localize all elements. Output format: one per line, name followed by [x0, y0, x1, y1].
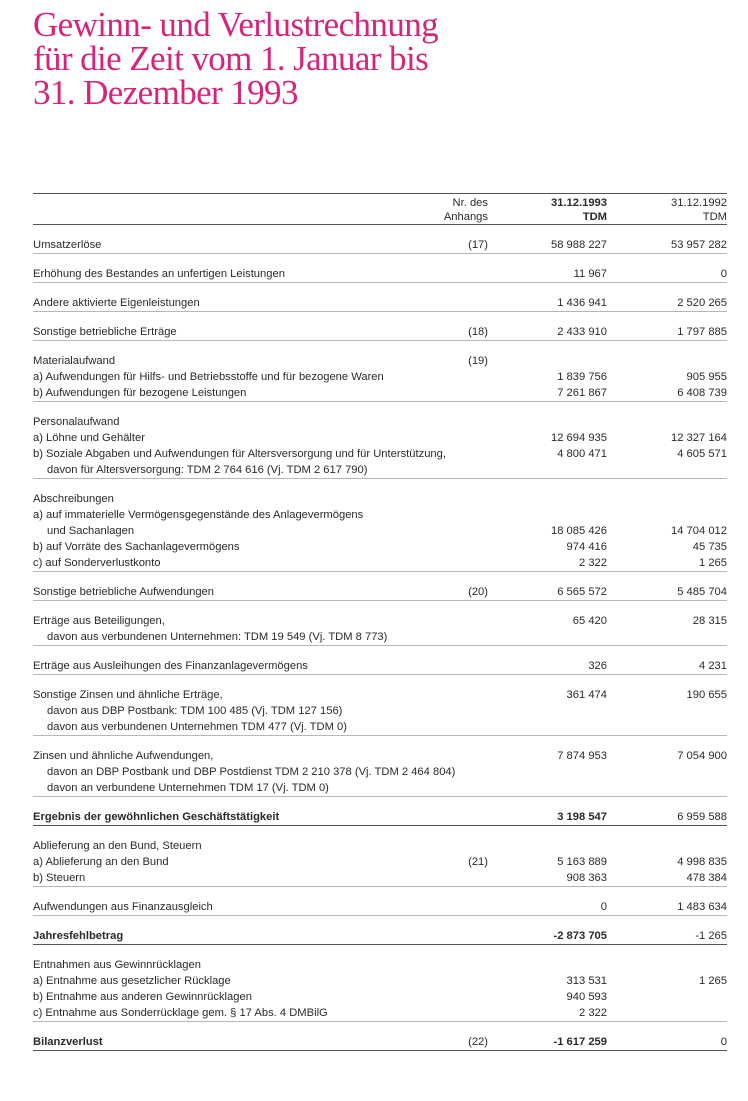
value-1992: 2 520 265	[677, 297, 727, 309]
text: 31.12.1992	[671, 197, 727, 209]
value-1993: 2 322	[579, 557, 607, 569]
value-1992: 4 605 571	[677, 448, 727, 460]
table-row	[33, 266, 727, 283]
title-line-2: für die Zeit vom 1. Januar bis	[33, 39, 429, 78]
table-row	[33, 507, 727, 523]
value-1993: 1 839 756	[557, 371, 607, 383]
row-note-ref: (18)	[468, 326, 488, 338]
table-row	[33, 780, 727, 797]
table-row	[33, 353, 727, 369]
value-1993: 11 967	[573, 268, 607, 280]
table-row-total	[33, 1034, 727, 1051]
table-row	[33, 899, 727, 916]
text: TDM	[702, 211, 727, 223]
value-1992: 45 735	[692, 541, 727, 553]
value-1992: 6 408 739	[677, 387, 727, 399]
row-label: Entnahmen aus Gewinnrücklagen	[33, 959, 201, 971]
value-1993: 2 322	[579, 1007, 607, 1019]
table-row	[33, 523, 727, 539]
value-1992: 1 265	[699, 975, 727, 987]
value-1992: 0	[720, 268, 727, 280]
table-row	[33, 1005, 727, 1022]
table-row	[33, 491, 727, 507]
row-label: Ablieferung an den Bund, Steuern	[33, 840, 202, 852]
value-1993: 7 874 953	[557, 750, 607, 762]
row-label: Sonstige betriebliche Aufwendungen	[33, 586, 214, 598]
value-1993: 1 436 941	[557, 297, 607, 309]
row-note-ref: (19)	[468, 355, 488, 367]
value-1992: 1 797 885	[677, 326, 727, 338]
row-note-ref: (21)	[468, 856, 488, 868]
row-label: b) Aufwendungen für bezogene Leistungen	[33, 387, 247, 399]
table-row	[33, 613, 727, 629]
year-1992-column-header	[671, 196, 727, 224]
row-label: davon aus verbundenen Unternehmen: TDM 19 549 (Vj. TDM 8 773)	[47, 631, 388, 643]
table-row	[33, 687, 727, 703]
value-1992: 4 998 835	[677, 856, 727, 868]
table-row	[33, 237, 727, 254]
row-note-ref: (22)	[468, 1036, 488, 1048]
row-label: Abschreibungen	[33, 493, 114, 505]
table-row	[33, 957, 727, 973]
row-label: Personalaufwand	[33, 416, 120, 428]
value-1993: 4 800 471	[557, 448, 607, 460]
row-label: Sonstige Zinsen und ähnliche Erträge,	[33, 689, 223, 701]
value-1992: 14 704 012	[671, 525, 727, 537]
row-label: Andere aktivierte Eigenleistungen	[33, 297, 200, 309]
row-label: davon an verbundene Unternehmen TDM 17 (Vj. TDM 0)	[47, 782, 329, 794]
row-label: Materialaufwand	[33, 355, 116, 367]
text: Nr. des	[452, 197, 488, 209]
row-label: a) Aufwendungen für Hilfs- und Betriebsstoffe und für bezogene Waren	[33, 371, 384, 383]
table-row-subtotal	[33, 928, 727, 945]
table-row	[33, 462, 727, 479]
value-1993: 326	[588, 660, 607, 672]
value-1992: 1 483 634	[677, 901, 727, 913]
value-1993: 58 988 227	[551, 239, 607, 251]
row-label: Erträge aus Beteiligungen,	[33, 615, 165, 627]
row-label: Erhöhung des Bestandes an unfertigen Leistungen	[33, 268, 285, 280]
row-label: Umsatzerlöse	[33, 239, 102, 251]
table-row	[33, 973, 727, 989]
value-1992: 1 265	[699, 557, 727, 569]
table-row	[33, 369, 727, 385]
value-1993: 313 531	[566, 975, 607, 987]
table-row	[33, 555, 727, 572]
row-label: Bilanzverlust	[33, 1036, 103, 1048]
value-1993: 5 163 889	[557, 856, 607, 868]
row-note-ref: (17)	[468, 239, 488, 251]
table-row	[33, 385, 727, 402]
row-label: a) auf immaterielle Vermögensgegenstände des Anlagevermögens	[33, 509, 364, 521]
value-1992: 28 315	[692, 615, 727, 627]
row-label: c) Entnahme aus Sonderrücklage gem. § 17 Abs. 4 DMBilG	[33, 1007, 328, 1019]
value-1992: -1 265	[695, 930, 727, 942]
value-1993: 0	[600, 901, 607, 913]
text: 31.12.1993	[551, 197, 607, 209]
table-row	[33, 703, 727, 719]
value-1993: 12 694 935	[551, 432, 607, 444]
row-label: davon aus DBP Postbank: TDM 100 485 (Vj. TDM 127 156)	[47, 705, 343, 717]
table-row	[33, 584, 727, 601]
year-1993-column-header	[551, 196, 607, 224]
row-label: a) Entnahme aus gesetzlicher Rücklage	[33, 975, 231, 987]
value-1992: 7 054 900	[677, 750, 727, 762]
row-label: Jahresfehlbetrag	[33, 930, 124, 942]
row-label: a) Löhne und Gehälter	[33, 432, 145, 444]
value-1992: 478 384	[686, 872, 727, 884]
value-1993: 940 593	[566, 991, 607, 1003]
row-label: davon für Altersversorgung: TDM 2 764 616 (Vj. TDM 2 617 790)	[47, 464, 368, 476]
value-1993: 908 363	[566, 872, 607, 884]
table-row-subtotal	[33, 809, 727, 826]
row-label: b) auf Vorräte des Sachanlagevermögens	[33, 541, 240, 553]
value-1993: 974 416	[566, 541, 607, 553]
table-row	[33, 629, 727, 646]
row-label: und Sachanlagen	[47, 525, 135, 537]
page-title	[33, 5, 633, 112]
value-1993: 2 433 910	[557, 326, 607, 338]
value-1992: 53 957 282	[671, 239, 727, 251]
table-row	[33, 295, 727, 312]
row-label: b) Soziale Abgaben und Aufwendungen für Altersversorgung und für Unterstützung,	[33, 448, 446, 460]
row-label: a) Ablieferung an den Bund	[33, 856, 169, 868]
value-1993: 65 420	[572, 615, 607, 627]
text: Anhangs	[443, 211, 488, 223]
title-line-1: Gewinn- und Verlustrechnung	[33, 5, 439, 44]
row-label: Erträge aus Ausleihungen des Finanzanlagevermögens	[33, 660, 308, 672]
table-row	[33, 446, 727, 462]
value-1992: 905 955	[686, 371, 727, 383]
table-row	[33, 414, 727, 430]
income-statement-table	[33, 193, 727, 1051]
value-1992: 4 231	[699, 660, 727, 672]
note-column-header	[444, 196, 488, 224]
value-1992: 6 959 588	[677, 811, 727, 823]
value-1993: -1 617 259	[553, 1036, 607, 1048]
table-row	[33, 324, 727, 341]
value-1993: -2 873 705	[553, 930, 607, 942]
table-row	[33, 658, 727, 675]
table-row	[33, 748, 727, 764]
value-1992: 190 655	[686, 689, 727, 701]
row-label: Ergebnis der gewöhnlichen Geschäftstätigkeit	[33, 811, 280, 823]
row-label: davon an DBP Postbank und DBP Postdienst TDM 2 210 378 (Vj. TDM 2 464 804)	[47, 766, 456, 778]
value-1992: 5 485 704	[677, 586, 727, 598]
value-1993: 361 474	[566, 689, 607, 701]
value-1993: 7 261 867	[557, 387, 607, 399]
table-row	[33, 430, 727, 446]
value-1993: 3 198 547	[557, 811, 607, 823]
row-label: Aufwendungen aus Finanzausgleich	[33, 901, 213, 913]
row-note-ref: (20)	[468, 586, 488, 598]
table-header	[33, 194, 727, 225]
title-line-3: 31. Dezember 1993	[33, 73, 298, 112]
value-1993: 6 565 572	[557, 586, 607, 598]
row-label: Zinsen und ähnliche Aufwendungen,	[33, 750, 214, 762]
row-label: b) Entnahme aus anderen Gewinnrücklagen	[33, 991, 252, 1003]
table-row	[33, 854, 727, 870]
table-row	[33, 838, 727, 854]
row-label: c) auf Sonderverlustkonto	[33, 557, 161, 569]
table-row	[33, 719, 727, 736]
row-label: davon aus verbundenen Unternehmen TDM 477 (Vj. TDM 0)	[47, 721, 347, 733]
table-row	[33, 870, 727, 887]
value-1993: 18 085 426	[551, 525, 607, 537]
value-1992: 12 327 164	[671, 432, 727, 444]
table-row	[33, 764, 727, 780]
table-row	[33, 539, 727, 555]
table-row	[33, 989, 727, 1005]
text: TDM	[582, 211, 607, 223]
row-label: Sonstige betriebliche Erträge	[33, 326, 177, 338]
value-1992: 0	[720, 1036, 727, 1048]
row-label: b) Steuern	[33, 872, 86, 884]
